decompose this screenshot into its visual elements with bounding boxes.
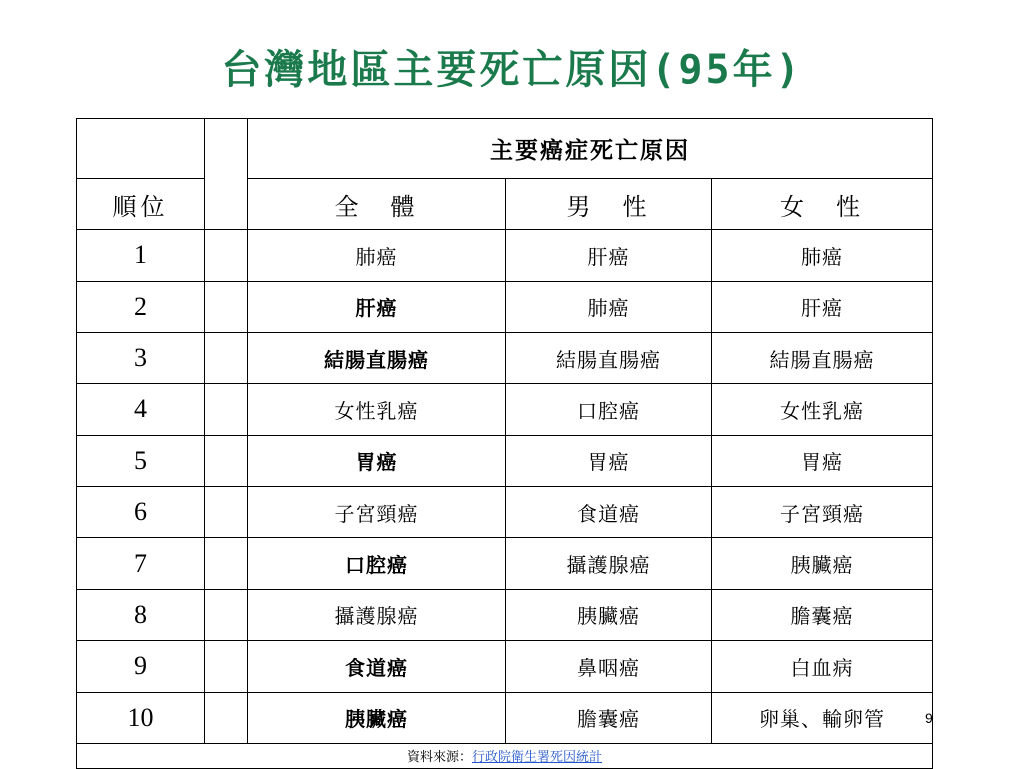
rank-cell: 1 — [77, 230, 205, 281]
rank-cell: 9 — [77, 641, 205, 692]
cell-all: 女性乳癌 — [248, 384, 506, 435]
cell-all: 胃癌 — [248, 435, 506, 486]
cell-female: 結腸直腸癌 — [712, 332, 933, 383]
rank-cell: 4 — [77, 384, 205, 435]
table-row — [77, 589, 933, 640]
cell-male: 肺癌 — [506, 281, 712, 332]
table-row — [77, 281, 933, 332]
cell-all: 肝癌 — [248, 281, 506, 332]
source-link[interactable]: 行政院衛生署死因統計 — [472, 750, 603, 766]
cell-female: 子宮頸癌 — [712, 487, 933, 538]
cell-female: 肺癌 — [712, 230, 933, 281]
cancer-death-table — [76, 118, 933, 769]
blank-cell — [205, 692, 248, 743]
table-row — [77, 332, 933, 383]
blank-cell — [205, 435, 248, 486]
table-row — [77, 538, 933, 589]
cell-male: 食道癌 — [506, 487, 712, 538]
rank-cell: 7 — [77, 538, 205, 589]
cell-female: 胰臟癌 — [712, 538, 933, 589]
corner-cell — [77, 119, 205, 179]
rank-header: 順位 — [77, 179, 205, 230]
cell-all: 食道癌 — [248, 641, 506, 692]
blank-cell — [205, 589, 248, 640]
table-row — [77, 641, 933, 692]
col-header-all: 全 體 — [248, 179, 506, 230]
cell-female: 白血病 — [712, 641, 933, 692]
cell-female: 肝癌 — [712, 281, 933, 332]
cell-all: 攝護腺癌 — [248, 589, 506, 640]
cell-female: 卵巢、輸卵管 — [712, 692, 933, 743]
blank-cell — [205, 641, 248, 692]
table-row — [77, 692, 933, 743]
rank-cell: 8 — [77, 589, 205, 640]
table-row — [77, 384, 933, 435]
blank-cell — [205, 281, 248, 332]
cell-female: 女性乳癌 — [712, 384, 933, 435]
table-row — [77, 487, 933, 538]
source-label: 資料來源： — [406, 750, 472, 766]
rank-cell: 2 — [77, 281, 205, 332]
cell-male: 胰臟癌 — [506, 589, 712, 640]
cell-all: 口腔癌 — [248, 538, 506, 589]
cell-male: 結腸直腸癌 — [506, 332, 712, 383]
rank-cell: 6 — [77, 487, 205, 538]
cell-all: 子宮頸癌 — [248, 487, 506, 538]
rank-cell: 5 — [77, 435, 205, 486]
slide-title: 台灣地區主要死亡原因(95年) — [221, 47, 803, 93]
col-header-female: 女 性 — [712, 179, 933, 230]
table-row — [77, 435, 933, 486]
source-row — [77, 743, 933, 768]
source-note — [77, 743, 933, 768]
cell-all: 結腸直腸癌 — [248, 332, 506, 383]
cell-all: 胰臟癌 — [248, 692, 506, 743]
rank-cell: 10 — [77, 692, 205, 743]
blank-cell — [205, 538, 248, 589]
cell-female: 胃癌 — [712, 435, 933, 486]
cell-male: 膽囊癌 — [506, 692, 712, 743]
cell-male: 攝護腺癌 — [506, 538, 712, 589]
page-number: 9 — [925, 710, 933, 726]
blank-cell — [205, 332, 248, 383]
parent-header: 主要癌症死亡原因 — [248, 119, 933, 179]
blank-cell — [205, 230, 248, 281]
col-header-male: 男 性 — [506, 179, 712, 230]
blank-column-header — [205, 119, 248, 230]
cell-male: 鼻咽癌 — [506, 641, 712, 692]
blank-cell — [205, 384, 248, 435]
blank-cell — [205, 487, 248, 538]
rank-cell: 3 — [77, 332, 205, 383]
cell-male: 胃癌 — [506, 435, 712, 486]
cell-male: 口腔癌 — [506, 384, 712, 435]
table-row — [77, 230, 933, 281]
cell-male: 肝癌 — [506, 230, 712, 281]
cell-female: 膽囊癌 — [712, 589, 933, 640]
cell-all: 肺癌 — [248, 230, 506, 281]
